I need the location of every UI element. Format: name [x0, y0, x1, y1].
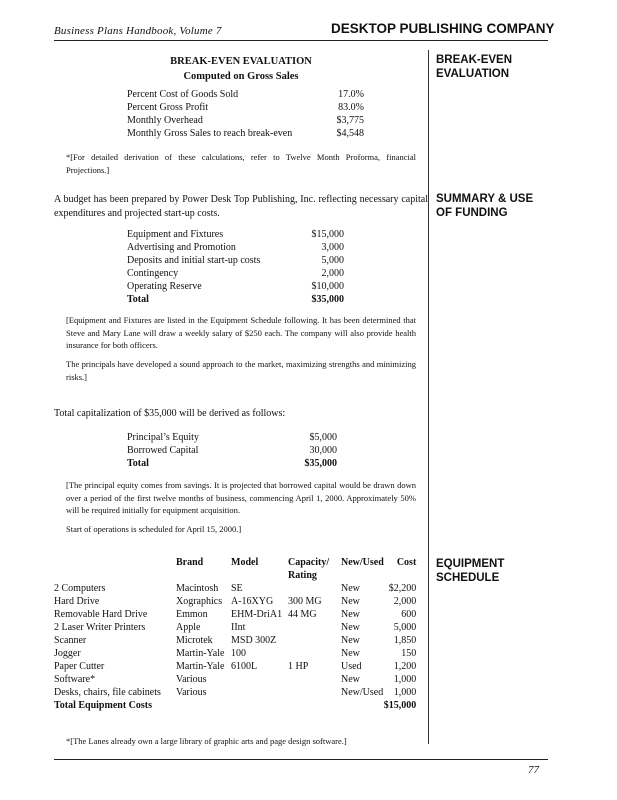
capitalization-note-1: [The principal equity comes from savings. It is projected that borrowed capital would be drawn down over a period of the first twelve months of business, commencing April 1, 2000. Approximately 50% will be required initially for equipment acquisition. [66, 480, 416, 515]
break-even-title: BREAK-EVEN EVALUATION Computed on Gross Sales [170, 56, 312, 82]
table-header-row [54, 556, 416, 569]
capitalization-intro: Total capitalization of $35,000 will be derived as follows: [54, 408, 286, 419]
funding-note-2: The principals have developed a sound approach to the market, maximizing strengths and minimizing risks.] [66, 359, 416, 382]
table-row: Paper Cutter Martin-Yale 6100L 1 HP Used 1,200 [54, 661, 417, 672]
table-row: Jogger Martin-Yale 100 New 150 [54, 648, 417, 659]
sidebar-divider [428, 50, 429, 744]
funding-intro: A budget has been prepared by Power Desk Top Publishing, Inc. reflecting necessary capital expenditures and projected start-up costs. [54, 194, 428, 219]
company-name: DESKTOP PUBLISHING COMPANY [331, 21, 555, 36]
equipment-note: *[The Lanes already own a large library of graphic arts and page design software.] [66, 736, 347, 746]
book-title: Business Plans Handbook, Volume 7 [54, 25, 222, 37]
col-capacity: Capacity/ [288, 557, 330, 568]
table-total-row: Total Equipment Costs $15,000 [54, 700, 417, 711]
footer-rule [54, 759, 548, 760]
sidebar-heading-break-even: BREAK-EVEN EVALUATION [436, 54, 513, 80]
table-row: 2 Computers Macintosh SE New $2,200 [54, 583, 417, 594]
table-row: Removable Hard Drive Emmon EHM-DriA1 44 MG New 600 [54, 609, 417, 620]
sidebar-heading-equipment: EQUIPMENT SCHEDULE [436, 558, 505, 584]
funding-note-1: [Equipment and Fixtures are listed in the Equipment Schedule following. It has been determined that Steve and Mary Lane will draw a weekly salary of $250 each. The company will also provide health insurance for both officers. [66, 315, 416, 350]
table-row: 2 Laser Writer Printers Apple IInt New 5,000 [54, 622, 417, 633]
table-header-row-2 [54, 569, 416, 582]
break-even-table: Percent Cost of Goods Sold 17.0% Percent Gross Profit 83.0% Monthly Overhead $3,775 Monthly Gross Sales to reach break-even $4,548 [127, 89, 364, 139]
table-row: Scanner Microtek MSD 300Z New 1,850 [54, 635, 417, 646]
col-capacity-rating: Rating [288, 570, 317, 581]
col-cost: Cost [396, 557, 417, 568]
funding-table: Equipment and Fixtures $15,000 Advertising and Promotion 3,000 Deposits and initial start-up costs 5,000 Contingency 2,000 Operating Reserve $10,000 Total $35,000 [127, 229, 344, 305]
page-number: 77 [528, 764, 539, 776]
capitalization-table: Principal’s Equity $5,000 Borrowed Capital 30,000 Total $35,000 [127, 432, 337, 469]
header-rule [54, 40, 548, 41]
sidebar-heading-summary: SUMMARY & USE OF FUNDING [436, 193, 534, 219]
table-row: Hard Drive Xographics A-16XYG 300 MG New 2,000 [54, 596, 417, 607]
col-new-used: New/Used [341, 557, 384, 568]
col-brand: Brand [176, 557, 204, 568]
equipment-table [54, 556, 416, 712]
break-even-note: *[For detailed derivation of these calculations, refer to Twelve Month Proforma, financial Projections.] [66, 152, 416, 175]
table-row: Desks, chairs, file cabinets Various New/Used 1,000 [54, 687, 417, 698]
col-model: Model [231, 557, 259, 568]
capitalization-note-2: Start of operations is scheduled for April 15, 2000.] [66, 524, 242, 534]
table-row: Software* Various New 1,000 [54, 674, 417, 685]
